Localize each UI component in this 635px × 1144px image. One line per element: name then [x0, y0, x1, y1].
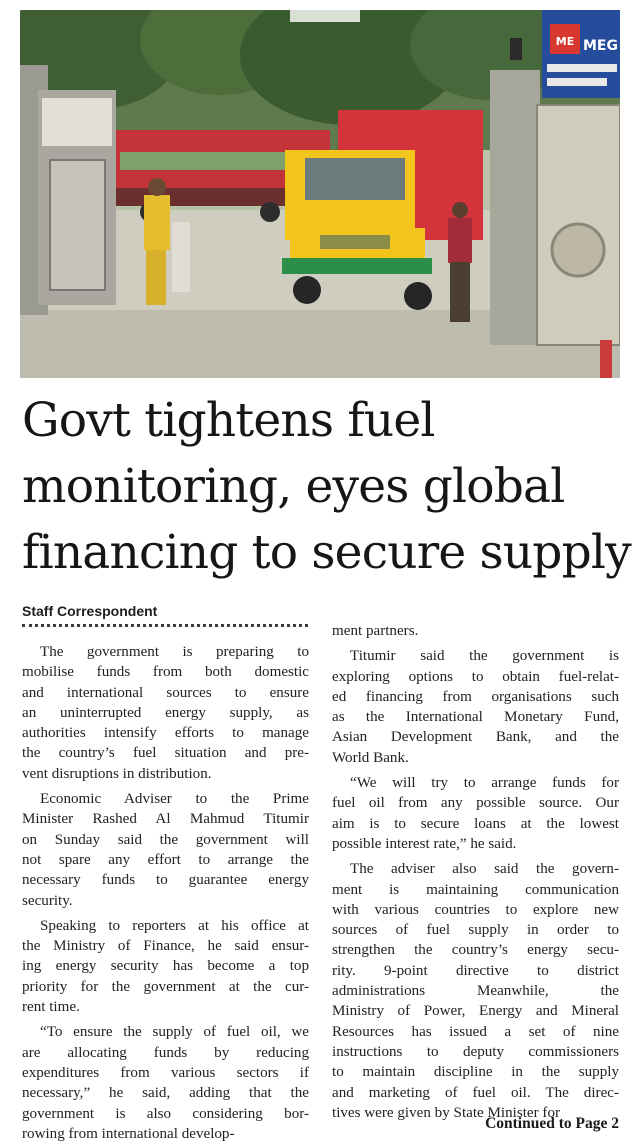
article-paragraph — [332, 621, 619, 641]
article-paragraph — [332, 859, 619, 1123]
article-line: rowing from international develop- — [22, 1125, 235, 1142]
article-line: ing energy security has become a top — [22, 958, 309, 975]
article-line: Minister Rashed Al Mahmud Titumir — [22, 811, 309, 828]
article-line: instructions to deputy commissioners — [332, 1043, 619, 1060]
article-line: security. — [22, 892, 73, 909]
article-line: Speaking to reporters at his office at — [40, 917, 309, 934]
article-line: sources of fuel supply in order to — [332, 922, 619, 939]
article-line: tives were given by State Minister for — [332, 1104, 561, 1121]
article-column-2 — [332, 621, 619, 1123]
article-line: with various countries to explore new — [332, 901, 619, 918]
article-line: the country’s fuel situation and pre- — [22, 745, 309, 762]
article-line: government is also considering bor- — [22, 1105, 309, 1122]
article-line: and international sources to ensure — [22, 684, 309, 701]
article-column-1 — [22, 642, 309, 1144]
article-line: on Sunday said the government will — [22, 831, 309, 848]
headline-line: financing to secure supply — [22, 525, 631, 580]
article-line: aim is to secure loans at the lowest — [332, 815, 619, 832]
article-line: are allocating funds by reducing — [22, 1044, 309, 1061]
article-line: Ministry of Power, Energy and Mineral — [332, 1003, 619, 1020]
article-line: possible interest rate,” he said. — [332, 835, 517, 852]
article-line: Economic Adviser to the Prime — [40, 791, 309, 808]
article-line: Asian Development Bank, and the — [332, 729, 619, 746]
headline — [22, 388, 631, 586]
article-line: and marketing of fuel oil. The direc- — [332, 1084, 619, 1101]
article-line: ment is maintaining communication — [332, 881, 619, 898]
sign-text: MEG — [583, 38, 618, 54]
article-line: fuel oil from any possible source. Our — [332, 795, 619, 812]
article-line: World Bank. — [332, 749, 409, 766]
sign-logo: ME — [555, 35, 575, 48]
article-line: ed financing from organisations such — [332, 688, 619, 705]
article-line: strengthen the country’s energy secu- — [332, 942, 619, 959]
article-line: exploring options to obtain fuel-relat- — [332, 668, 619, 685]
article-paragraph — [22, 642, 309, 784]
article-line: The government is preparing to — [40, 644, 309, 660]
article-line: vent disruptions in distribution. — [22, 765, 212, 782]
article-line: necessary funds to guarantee energy — [22, 872, 309, 889]
article-line: authorities intensify efforts to manage — [22, 725, 309, 742]
article-line: to maintain discipline in the supply — [332, 1064, 619, 1081]
article-line: Titumir said the government is — [350, 648, 619, 665]
article-line: ment partners. — [332, 623, 419, 639]
article-line: administrations Meanwhile, the — [332, 983, 619, 1000]
article-line: necessary,” he said, adding that the — [22, 1085, 309, 1102]
article-paragraph — [22, 789, 309, 911]
article-line: rity. 9-point directive to district — [332, 962, 619, 979]
article-line: “To ensure the supply of fuel oil, we — [40, 1024, 309, 1041]
article-line: rent time. — [22, 999, 80, 1016]
article-line: Resources has issued a set of nine — [332, 1023, 619, 1040]
article-line: not spare any effort to arrange the — [22, 851, 309, 868]
headline-line: monitoring, eyes global — [22, 459, 565, 514]
article-paragraph — [332, 646, 619, 768]
continued-note: Continued to Page 2 — [485, 1115, 619, 1132]
article-paragraph — [22, 1022, 309, 1144]
article-line: an uninterrupted energy supply, as — [22, 704, 309, 721]
article-paragraph — [22, 916, 309, 1017]
article-line: “We will try to arrange funds for — [350, 775, 619, 792]
headline-line: Govt tightens fuel — [22, 393, 435, 448]
article-paragraph — [332, 773, 619, 854]
article-line: the Ministry of Finance, he said ensur- — [22, 938, 309, 955]
article-line: priority for the government at the cur- — [22, 978, 309, 995]
news-photo — [20, 10, 620, 378]
byline: Staff Correspondent — [22, 603, 158, 619]
article-line: expenditures from various sectors if — [22, 1064, 309, 1081]
article-line: The adviser also said the govern- — [350, 861, 619, 878]
article-line: as the International Monetary Fund, — [332, 709, 619, 726]
article-line: mobilise funds from both domestic — [22, 664, 309, 681]
byline-divider — [22, 624, 308, 627]
